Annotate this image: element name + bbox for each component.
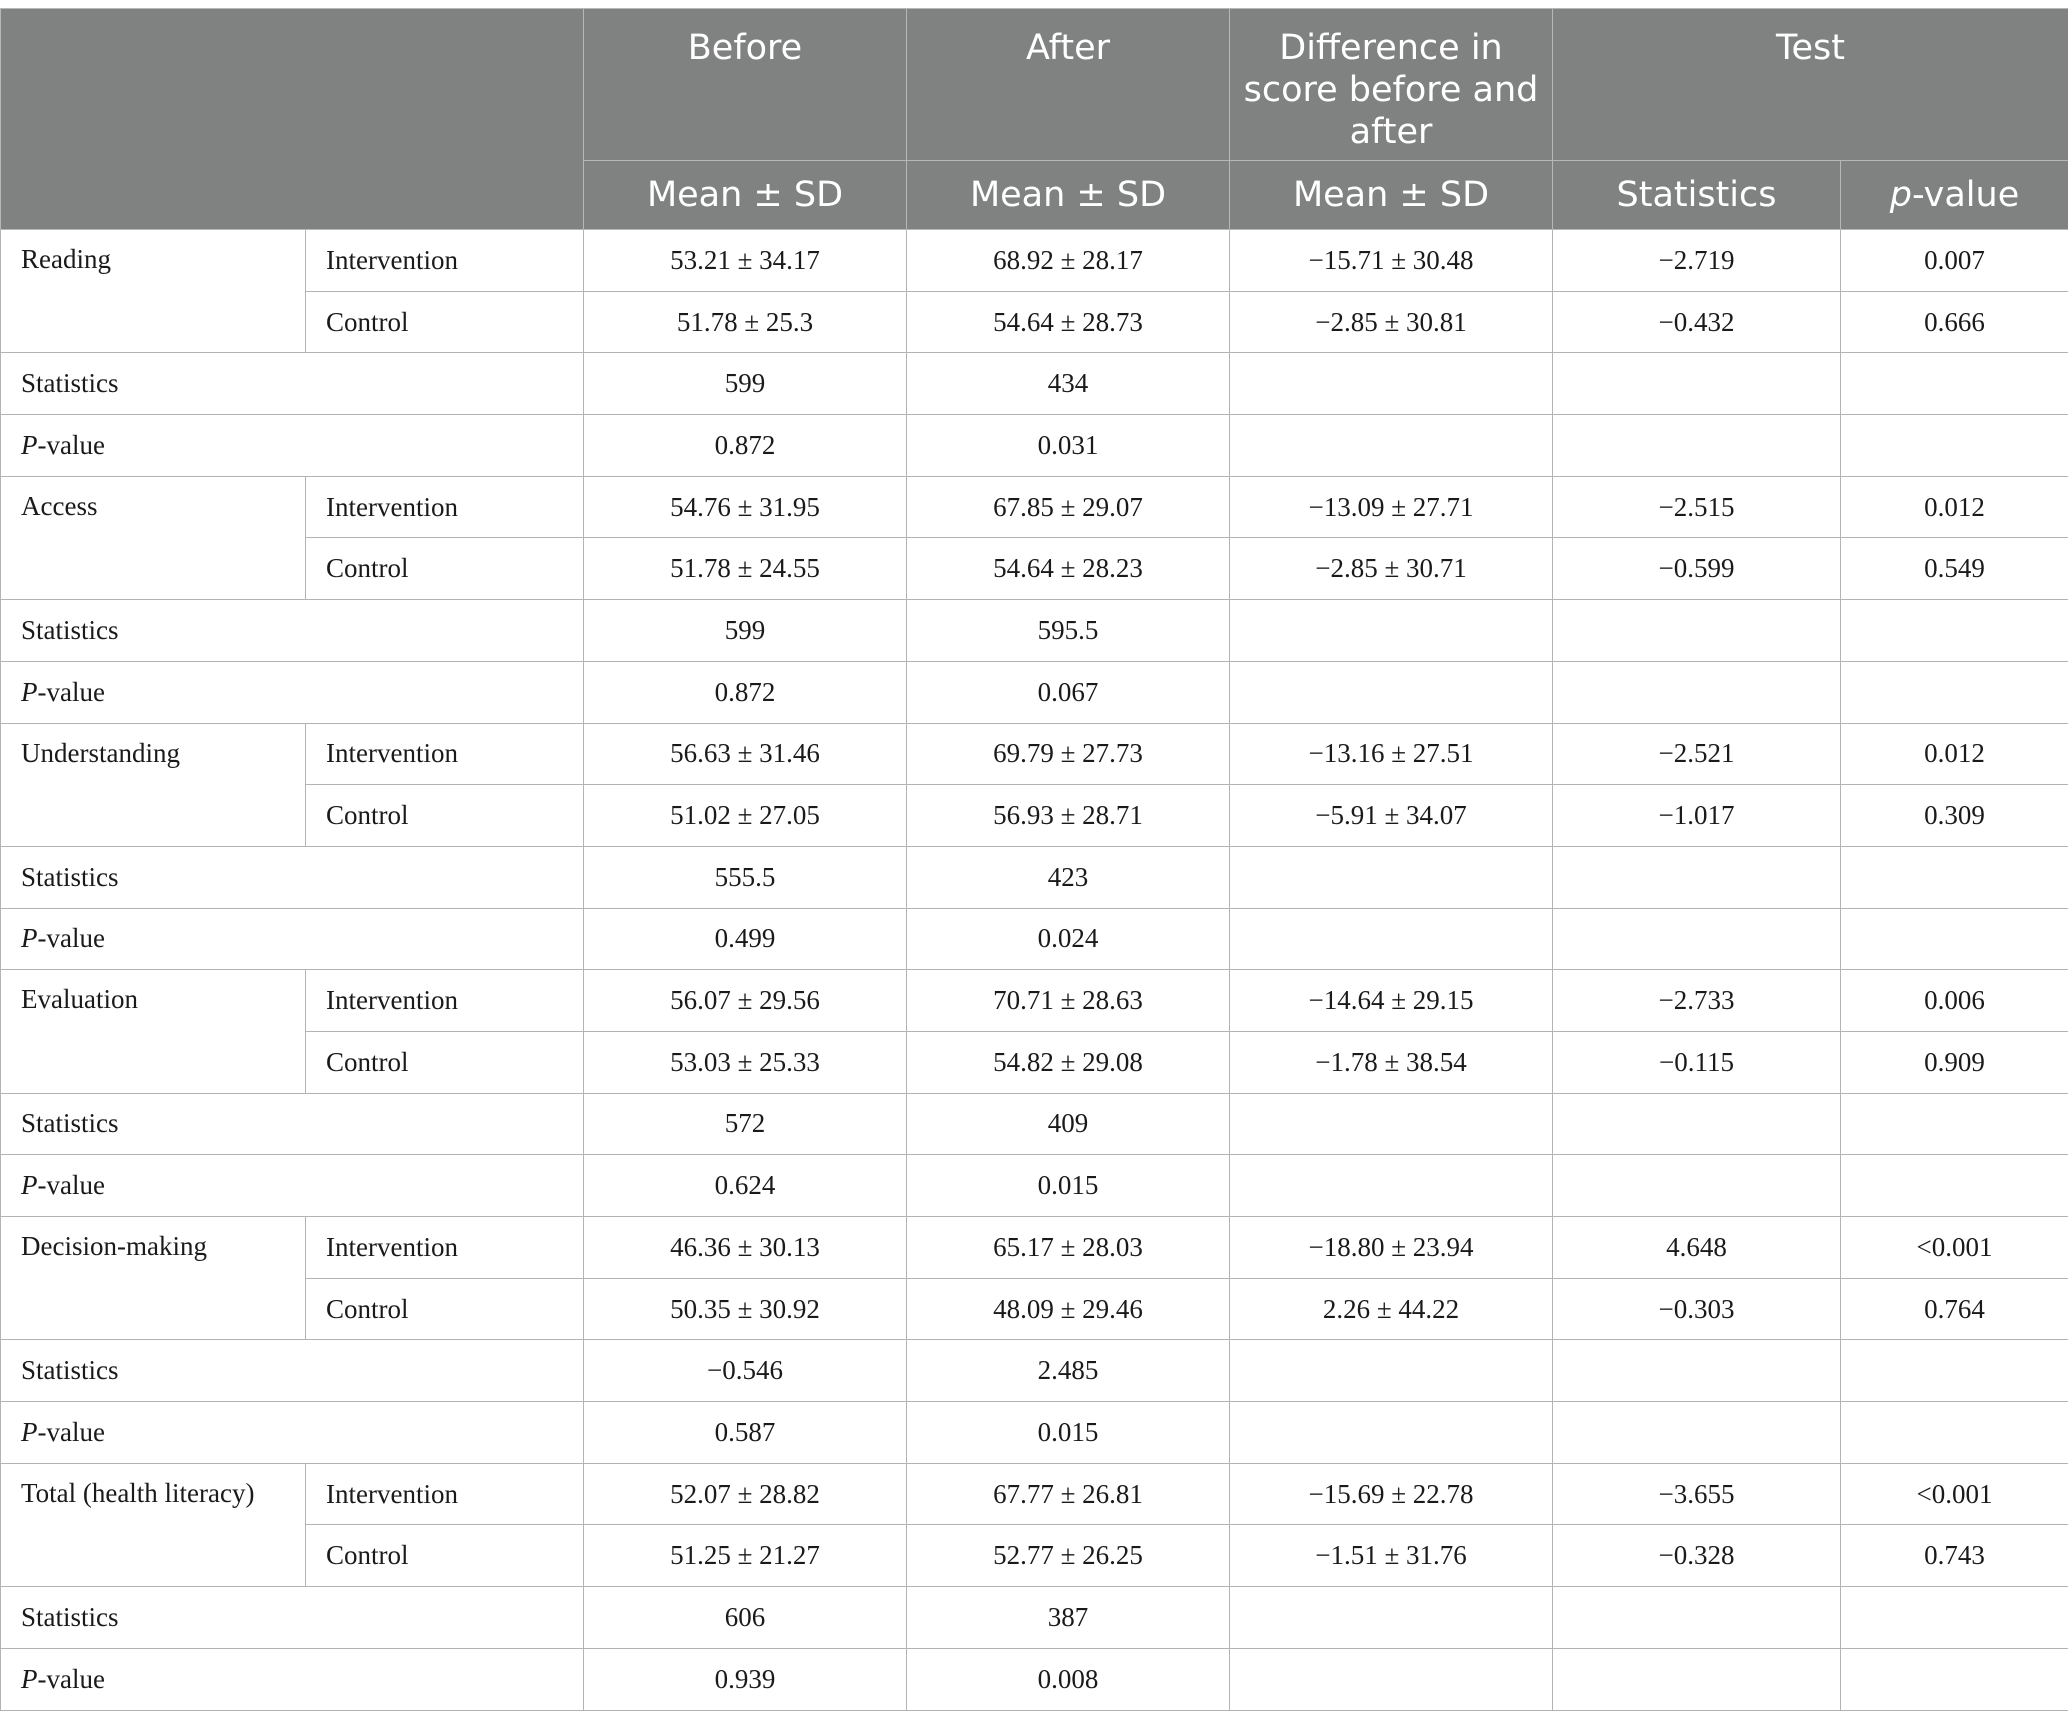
statistics-label: Statistics bbox=[1, 353, 584, 415]
cell-intervention-stat: −3.655 bbox=[1553, 1463, 1841, 1525]
cell-control-diff: −2.85 ± 30.81 bbox=[1230, 291, 1553, 353]
cell-intervention-stat: 4.648 bbox=[1553, 1217, 1841, 1279]
cell-statistics-before: 599 bbox=[584, 600, 907, 662]
empty-cell bbox=[1553, 1093, 1841, 1155]
cell-control-p: 0.666 bbox=[1841, 291, 2068, 353]
empty-cell bbox=[1841, 600, 2068, 662]
cell-control-p: 0.309 bbox=[1841, 785, 2068, 847]
group-label: Control bbox=[306, 291, 584, 353]
p-italic: P bbox=[21, 1416, 38, 1447]
cell-intervention-before: 53.21 ± 34.17 bbox=[584, 230, 907, 292]
cell-control-before: 53.03 ± 25.33 bbox=[584, 1031, 907, 1093]
empty-cell bbox=[1553, 353, 1841, 415]
group-label: Control bbox=[306, 1525, 584, 1587]
cell-control-before: 51.78 ± 25.3 bbox=[584, 291, 907, 353]
header-p-italic: p bbox=[1889, 175, 1912, 215]
header-test: Test bbox=[1553, 9, 2068, 161]
table-row bbox=[1, 538, 2068, 600]
cell-intervention-p: <0.001 bbox=[1841, 1217, 2068, 1279]
empty-cell bbox=[1841, 353, 2068, 415]
empty-cell bbox=[1553, 661, 1841, 723]
cell-control-before: 51.78 ± 24.55 bbox=[584, 538, 907, 600]
cell-p-after: 0.015 bbox=[907, 1155, 1230, 1217]
statistics-label: Statistics bbox=[1, 1340, 584, 1402]
group-label: Intervention bbox=[306, 476, 584, 538]
header-before-mean-sd: Mean ± SD bbox=[584, 161, 907, 230]
cell-control-after: 54.82 ± 29.08 bbox=[907, 1031, 1230, 1093]
cell-control-diff: −1.51 ± 31.76 bbox=[1230, 1525, 1553, 1587]
empty-cell bbox=[1841, 846, 2068, 908]
p-value-label bbox=[1, 1648, 584, 1710]
header-before: Before bbox=[584, 9, 907, 161]
cell-intervention-diff: −14.64 ± 29.15 bbox=[1230, 970, 1553, 1032]
p-suffix: -value bbox=[37, 1416, 105, 1447]
empty-cell bbox=[1230, 1587, 1553, 1649]
cell-statistics-before: 606 bbox=[584, 1587, 907, 1649]
table-row bbox=[1, 1340, 2068, 1402]
empty-cell bbox=[1841, 1155, 2068, 1217]
statistics-label: Statistics bbox=[1, 1093, 584, 1155]
cell-control-after: 56.93 ± 28.71 bbox=[907, 785, 1230, 847]
cell-intervention-after: 69.79 ± 27.73 bbox=[907, 723, 1230, 785]
table-row bbox=[1, 230, 2068, 292]
table-body bbox=[1, 230, 2068, 1711]
cell-control-before: 51.25 ± 21.27 bbox=[584, 1525, 907, 1587]
cell-control-p: 0.909 bbox=[1841, 1031, 2068, 1093]
category-label: Evaluation bbox=[1, 970, 306, 1093]
empty-cell bbox=[1230, 415, 1553, 477]
empty-cell bbox=[1841, 1340, 2068, 1402]
results-table bbox=[0, 8, 2068, 1711]
cell-control-diff: 2.26 ± 44.22 bbox=[1230, 1278, 1553, 1340]
cell-statistics-after: 387 bbox=[907, 1587, 1230, 1649]
empty-cell bbox=[1230, 600, 1553, 662]
p-italic: P bbox=[21, 1170, 38, 1201]
table-row bbox=[1, 1463, 2068, 1525]
category-label: Reading bbox=[1, 230, 306, 353]
header-test-p-value bbox=[1841, 161, 2068, 230]
header-after-mean-sd: Mean ± SD bbox=[907, 161, 1230, 230]
cell-intervention-stat: −2.521 bbox=[1553, 723, 1841, 785]
table-row bbox=[1, 1217, 2068, 1279]
cell-control-before: 51.02 ± 27.05 bbox=[584, 785, 907, 847]
header-after: After bbox=[907, 9, 1230, 161]
cell-intervention-after: 67.77 ± 26.81 bbox=[907, 1463, 1230, 1525]
group-label: Intervention bbox=[306, 1463, 584, 1525]
cell-control-after: 54.64 ± 28.23 bbox=[907, 538, 1230, 600]
header-test-statistics: Statistics bbox=[1553, 161, 1841, 230]
cell-intervention-after: 67.85 ± 29.07 bbox=[907, 476, 1230, 538]
table-row bbox=[1, 846, 2068, 908]
table-row bbox=[1, 970, 2068, 1032]
cell-control-before: 50.35 ± 30.92 bbox=[584, 1278, 907, 1340]
empty-cell bbox=[1841, 1587, 2068, 1649]
cell-control-stat: −0.328 bbox=[1553, 1525, 1841, 1587]
empty-cell bbox=[1230, 1648, 1553, 1710]
cell-intervention-after: 70.71 ± 28.63 bbox=[907, 970, 1230, 1032]
category-label: Decision-making bbox=[1, 1217, 306, 1340]
empty-cell bbox=[1553, 1340, 1841, 1402]
cell-control-diff: −2.85 ± 30.71 bbox=[1230, 538, 1553, 600]
cell-intervention-p: <0.001 bbox=[1841, 1463, 2068, 1525]
table-row bbox=[1, 353, 2068, 415]
cell-p-after: 0.067 bbox=[907, 661, 1230, 723]
cell-intervention-before: 46.36 ± 30.13 bbox=[584, 1217, 907, 1279]
group-label: Control bbox=[306, 538, 584, 600]
group-label: Control bbox=[306, 1278, 584, 1340]
cell-intervention-diff: −15.69 ± 22.78 bbox=[1230, 1463, 1553, 1525]
table-row bbox=[1, 1031, 2068, 1093]
table-row bbox=[1, 1093, 2068, 1155]
group-label: Intervention bbox=[306, 723, 584, 785]
p-suffix: -value bbox=[37, 1663, 105, 1694]
empty-cell bbox=[1553, 600, 1841, 662]
cell-statistics-after: 2.485 bbox=[907, 1340, 1230, 1402]
header-difference: Difference in score before and after bbox=[1230, 9, 1553, 161]
cell-control-stat: −0.599 bbox=[1553, 538, 1841, 600]
cell-intervention-before: 56.63 ± 31.46 bbox=[584, 723, 907, 785]
cell-p-before: 0.939 bbox=[584, 1648, 907, 1710]
empty-cell bbox=[1230, 1155, 1553, 1217]
cell-statistics-after: 409 bbox=[907, 1093, 1230, 1155]
cell-control-p: 0.549 bbox=[1841, 538, 2068, 600]
header-difference-mean-sd: Mean ± SD bbox=[1230, 161, 1553, 230]
cell-intervention-before: 52.07 ± 28.82 bbox=[584, 1463, 907, 1525]
cell-control-after: 52.77 ± 26.25 bbox=[907, 1525, 1230, 1587]
cell-control-p: 0.764 bbox=[1841, 1278, 2068, 1340]
category-label: Access bbox=[1, 476, 306, 599]
table-row bbox=[1, 415, 2068, 477]
p-value-label bbox=[1, 661, 584, 723]
group-label: Intervention bbox=[306, 230, 584, 292]
p-suffix: -value bbox=[37, 429, 105, 460]
cell-p-after: 0.031 bbox=[907, 415, 1230, 477]
empty-cell bbox=[1841, 908, 2068, 970]
cell-intervention-diff: −15.71 ± 30.48 bbox=[1230, 230, 1553, 292]
group-label: Control bbox=[306, 1031, 584, 1093]
table-row bbox=[1, 1587, 2068, 1649]
statistics-label: Statistics bbox=[1, 600, 584, 662]
table-row bbox=[1, 1278, 2068, 1340]
p-value-label bbox=[1, 415, 584, 477]
cell-intervention-diff: −13.09 ± 27.71 bbox=[1230, 476, 1553, 538]
empty-cell bbox=[1553, 1402, 1841, 1464]
cell-control-diff: −1.78 ± 38.54 bbox=[1230, 1031, 1553, 1093]
table-header bbox=[1, 9, 2068, 230]
empty-cell bbox=[1841, 661, 2068, 723]
cell-statistics-before: 572 bbox=[584, 1093, 907, 1155]
cell-intervention-diff: −18.80 ± 23.94 bbox=[1230, 1217, 1553, 1279]
empty-cell bbox=[1841, 1402, 2068, 1464]
group-label: Intervention bbox=[306, 970, 584, 1032]
cell-p-after: 0.008 bbox=[907, 1648, 1230, 1710]
category-label: Total (health literacy) bbox=[1, 1463, 306, 1586]
empty-cell bbox=[1553, 846, 1841, 908]
cell-statistics-after: 423 bbox=[907, 846, 1230, 908]
cell-p-after: 0.015 bbox=[907, 1402, 1230, 1464]
cell-intervention-stat: −2.733 bbox=[1553, 970, 1841, 1032]
cell-p-after: 0.024 bbox=[907, 908, 1230, 970]
cell-intervention-after: 65.17 ± 28.03 bbox=[907, 1217, 1230, 1279]
category-label: Understanding bbox=[1, 723, 306, 846]
statistics-label: Statistics bbox=[1, 846, 584, 908]
group-label: Control bbox=[306, 785, 584, 847]
empty-cell bbox=[1553, 1648, 1841, 1710]
cell-intervention-p: 0.012 bbox=[1841, 476, 2068, 538]
cell-control-diff: −5.91 ± 34.07 bbox=[1230, 785, 1553, 847]
cell-intervention-before: 56.07 ± 29.56 bbox=[584, 970, 907, 1032]
table-row bbox=[1, 1525, 2068, 1587]
cell-intervention-stat: −2.515 bbox=[1553, 476, 1841, 538]
p-suffix: -value bbox=[37, 923, 105, 954]
table-row bbox=[1, 1648, 2068, 1710]
cell-statistics-before: −0.546 bbox=[584, 1340, 907, 1402]
empty-cell bbox=[1230, 846, 1553, 908]
table-row bbox=[1, 1402, 2068, 1464]
p-suffix: -value bbox=[37, 1170, 105, 1201]
cell-p-before: 0.499 bbox=[584, 908, 907, 970]
cell-control-stat: −0.432 bbox=[1553, 291, 1841, 353]
statistics-label: Statistics bbox=[1, 1587, 584, 1649]
cell-p-before: 0.872 bbox=[584, 415, 907, 477]
table-row bbox=[1, 1155, 2068, 1217]
cell-statistics-before: 599 bbox=[584, 353, 907, 415]
cell-p-before: 0.624 bbox=[584, 1155, 907, 1217]
empty-cell bbox=[1841, 1093, 2068, 1155]
empty-cell bbox=[1553, 908, 1841, 970]
cell-control-p: 0.743 bbox=[1841, 1525, 2068, 1587]
p-italic: P bbox=[21, 1663, 38, 1694]
cell-statistics-before: 555.5 bbox=[584, 846, 907, 908]
cell-control-after: 48.09 ± 29.46 bbox=[907, 1278, 1230, 1340]
cell-intervention-after: 68.92 ± 28.17 bbox=[907, 230, 1230, 292]
p-value-label bbox=[1, 1155, 584, 1217]
p-suffix: -value bbox=[37, 676, 105, 707]
cell-intervention-stat: −2.719 bbox=[1553, 230, 1841, 292]
cell-control-stat: −0.303 bbox=[1553, 1278, 1841, 1340]
cell-p-before: 0.872 bbox=[584, 661, 907, 723]
empty-cell bbox=[1230, 1402, 1553, 1464]
empty-cell bbox=[1230, 661, 1553, 723]
cell-intervention-diff: −13.16 ± 27.51 bbox=[1230, 723, 1553, 785]
table-row bbox=[1, 723, 2068, 785]
p-value-label bbox=[1, 1402, 584, 1464]
cell-intervention-before: 54.76 ± 31.95 bbox=[584, 476, 907, 538]
empty-cell bbox=[1841, 415, 2068, 477]
cell-intervention-p: 0.012 bbox=[1841, 723, 2068, 785]
empty-cell bbox=[1230, 353, 1553, 415]
empty-cell bbox=[1553, 415, 1841, 477]
cell-statistics-after: 434 bbox=[907, 353, 1230, 415]
cell-intervention-p: 0.007 bbox=[1841, 230, 2068, 292]
header-blank-cell bbox=[1, 9, 584, 230]
table-row bbox=[1, 600, 2068, 662]
empty-cell bbox=[1553, 1155, 1841, 1217]
empty-cell bbox=[1230, 1093, 1553, 1155]
cell-statistics-after: 595.5 bbox=[907, 600, 1230, 662]
empty-cell bbox=[1230, 1340, 1553, 1402]
header-p-suffix: -value bbox=[1911, 175, 2020, 215]
empty-cell bbox=[1841, 1648, 2068, 1710]
cell-control-after: 54.64 ± 28.73 bbox=[907, 291, 1230, 353]
table-row bbox=[1, 908, 2068, 970]
cell-control-stat: −1.017 bbox=[1553, 785, 1841, 847]
p-value-label bbox=[1, 908, 584, 970]
group-label: Intervention bbox=[306, 1217, 584, 1279]
table-row bbox=[1, 291, 2068, 353]
cell-p-before: 0.587 bbox=[584, 1402, 907, 1464]
p-italic: P bbox=[21, 429, 38, 460]
empty-cell bbox=[1230, 908, 1553, 970]
p-italic: P bbox=[21, 676, 38, 707]
cell-control-stat: −0.115 bbox=[1553, 1031, 1841, 1093]
empty-cell bbox=[1553, 1587, 1841, 1649]
table-row bbox=[1, 476, 2068, 538]
table-row bbox=[1, 661, 2068, 723]
table-row bbox=[1, 785, 2068, 847]
p-italic: P bbox=[21, 923, 38, 954]
cell-intervention-p: 0.006 bbox=[1841, 970, 2068, 1032]
